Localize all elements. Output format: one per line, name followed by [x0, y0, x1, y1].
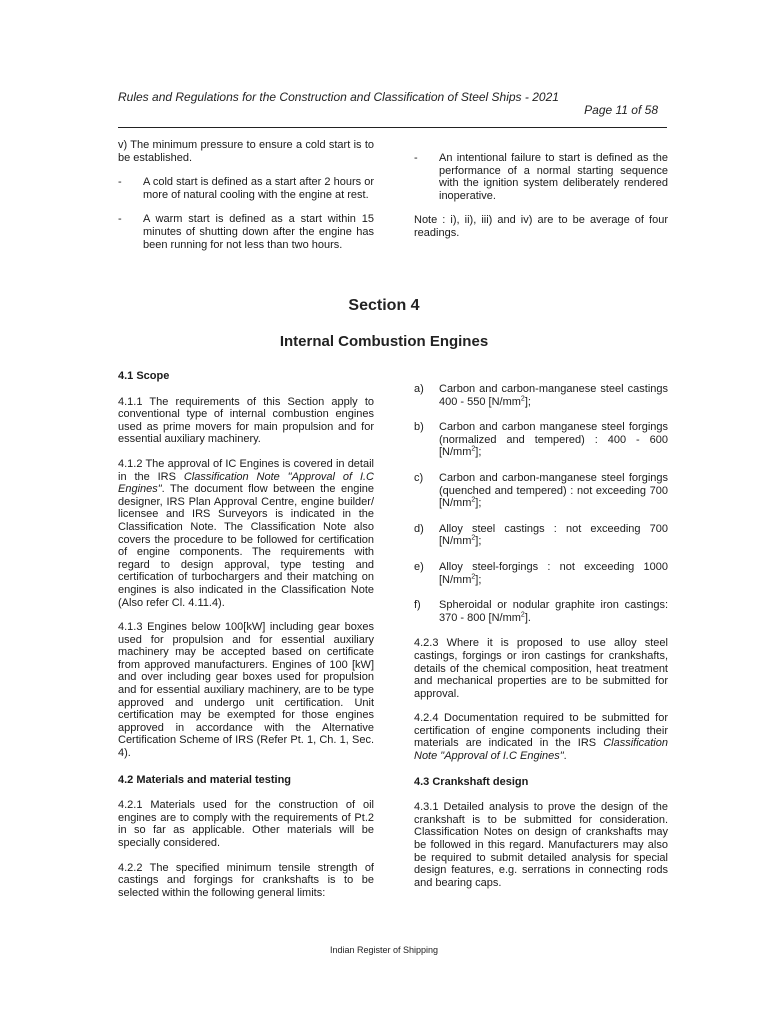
paragraph-4-1-3: 4.1.3 Engines below 100[kW] including gear boxes used for propulsion and for essential auxiliary machinery may be accepted based on certificate from approved manufacturers. Engines of 100 [kW] and over including gear boxes used for propulsion and for essential auxiliary machinery, are to be type approved and undergo unit certification. Unit certification may be exempted for those engines approved in accordance with the Alternative Certification Scheme of IRS (Refer Pt. 1, Ch. 1, Sec. 4). [118, 621, 374, 760]
bullet-marker: - [118, 176, 122, 189]
list-item-warm-start [118, 213, 374, 251]
page-footer: Indian Register of Shipping [329, 945, 439, 955]
left-column [118, 370, 374, 899]
paragraph-4-2-3: 4.2.3 Where it is proposed to use alloy steel castings, forgings or iron castings for crankshafts, details of the chemical composition, heat treatment and mechanical properties are to be submitted for approval. [414, 637, 668, 700]
paragraph-4-2-2: 4.2.2 The specified minimum tensile strength of castings and forgings for crankshafts is to be selected within the following general limits: [118, 861, 374, 899]
list-item-cold-start [118, 176, 374, 201]
running-header-title: Rules and Regulations for the Construction and Classification of Steel Ships - 2021 [118, 90, 559, 104]
material-limits-list [414, 383, 668, 637]
material-limit-text: Carbon and carbon manganese steel forgings (normalized and tempered) : 400 - 600 $[N/mm^2]$; [439, 421, 668, 459]
paragraph-4-1-2: 4.1.2 The approval of IC Engines is covered in detail in the IRS Classification Note "Approval of I.C Engines". The document flow between the engine designer, IRS Plan Approval Centre, engine builder/ licensee and IRS Surveyors is indicated in the Classification Note. The Classification Note also covers the procedure to be followed for certification of engine components. The requirements with regard to design approval, type testing and certification of turbochargers and their matching on engines is also indicated in the Classification Note (Also refer Cl. 4.11.4). [118, 457, 375, 609]
list-marker: e) [414, 560, 424, 573]
material-limit-item [414, 472, 668, 510]
top-right-column [414, 152, 668, 240]
material-limit-item [414, 561, 668, 586]
heading-4-1-scope: 4.1 Scope [118, 370, 170, 382]
material-limit-text: Spheroidal or nodular graphite iron castings: 370 - 800 $[N/mm^2]$. [439, 599, 668, 624]
right-column [414, 383, 668, 889]
list-item-failed-start [414, 152, 668, 202]
bullet-text: An intentional failure to start is defined as the performance of a normal starting sequence with the ignition system deliberately rendered inoperative. [439, 152, 668, 202]
bullet-marker: - [118, 213, 122, 226]
paragraph-min-pressure: v) The minimum pressure to ensure a cold start is to be established. [118, 139, 374, 164]
paragraph-4-3-1: 4.3.1 Detailed analysis to prove the design of the crankshaft is to be submitted for consideration. Classification Notes on design of crankshafts may be followed in this regard. Manufacturers may also be required to submit detailed analysis for special design features, e.g. serrations in connecting rods and bearing caps. [414, 801, 668, 889]
list-marker: c) [414, 471, 424, 484]
list-marker: d) [414, 522, 424, 535]
bullet-marker: - [414, 152, 418, 164]
material-limit-item [414, 421, 668, 459]
header-divider [118, 127, 667, 128]
list-marker: f) [414, 599, 421, 612]
list-marker: a) [414, 383, 424, 395]
material-limit-text: Carbon and carbon-manganese steel forgings (quenched and tempered) : not exceeding 700 $[N/mm^2]$; [439, 471, 668, 510]
material-limit-item [414, 599, 668, 624]
material-limit-item [414, 523, 668, 548]
bullet-text: A warm start is defined as a start within 15 minutes of shutting down after the engine has been running for not less than two hours. [143, 213, 374, 251]
material-limit-item [414, 383, 668, 408]
top-left-column [118, 139, 374, 251]
page-number: Page 11 of 58 [584, 103, 658, 117]
material-limit-text: Alloy steel-forgings : not exceeding 1000 $[N/mm^2]$; [439, 560, 668, 586]
bullet-text: A cold start is defined as a start after 2 hours or more of natural cooling with the engine at rest. [143, 176, 374, 201]
list-marker: b) [414, 421, 424, 434]
material-limit-text: Alloy steel castings : not exceeding 700 $[N/mm^2]$; [439, 522, 668, 548]
heading-4-3-crankshaft: 4.3 Crankshaft design [414, 775, 529, 788]
heading-4-2-materials: 4.2 Materials and material testing [118, 773, 292, 786]
section-heading: Section 4 [348, 297, 420, 314]
material-limit-text: Carbon and carbon-manganese steel castings 400 - 550 $[N/mm^2]$; [439, 383, 668, 408]
paragraph-4-2-4: 4.2.4 Documentation required to be submitted for certification of engine components including their materials are indicated in the IRS Classification Note "Approval of I.C Engines". [414, 712, 668, 763]
paragraph-4-1-1: 4.1.1 The requirements of this Section apply to conventional type of internal combustion engines used as prime movers for main propulsion and for essential auxiliary machinery. [118, 395, 374, 446]
note-average-readings: Note : i), ii), iii) and iv) are to be average of four readings. [414, 214, 668, 239]
paragraph-4-2-1: 4.2.1 Materials used for the construction of oil engines are to comply with the requirements of Pt.2 in so far as applicable. Other materials will be specially considered. [118, 799, 374, 849]
section-subheading: Internal Combustion Engines [279, 333, 489, 350]
